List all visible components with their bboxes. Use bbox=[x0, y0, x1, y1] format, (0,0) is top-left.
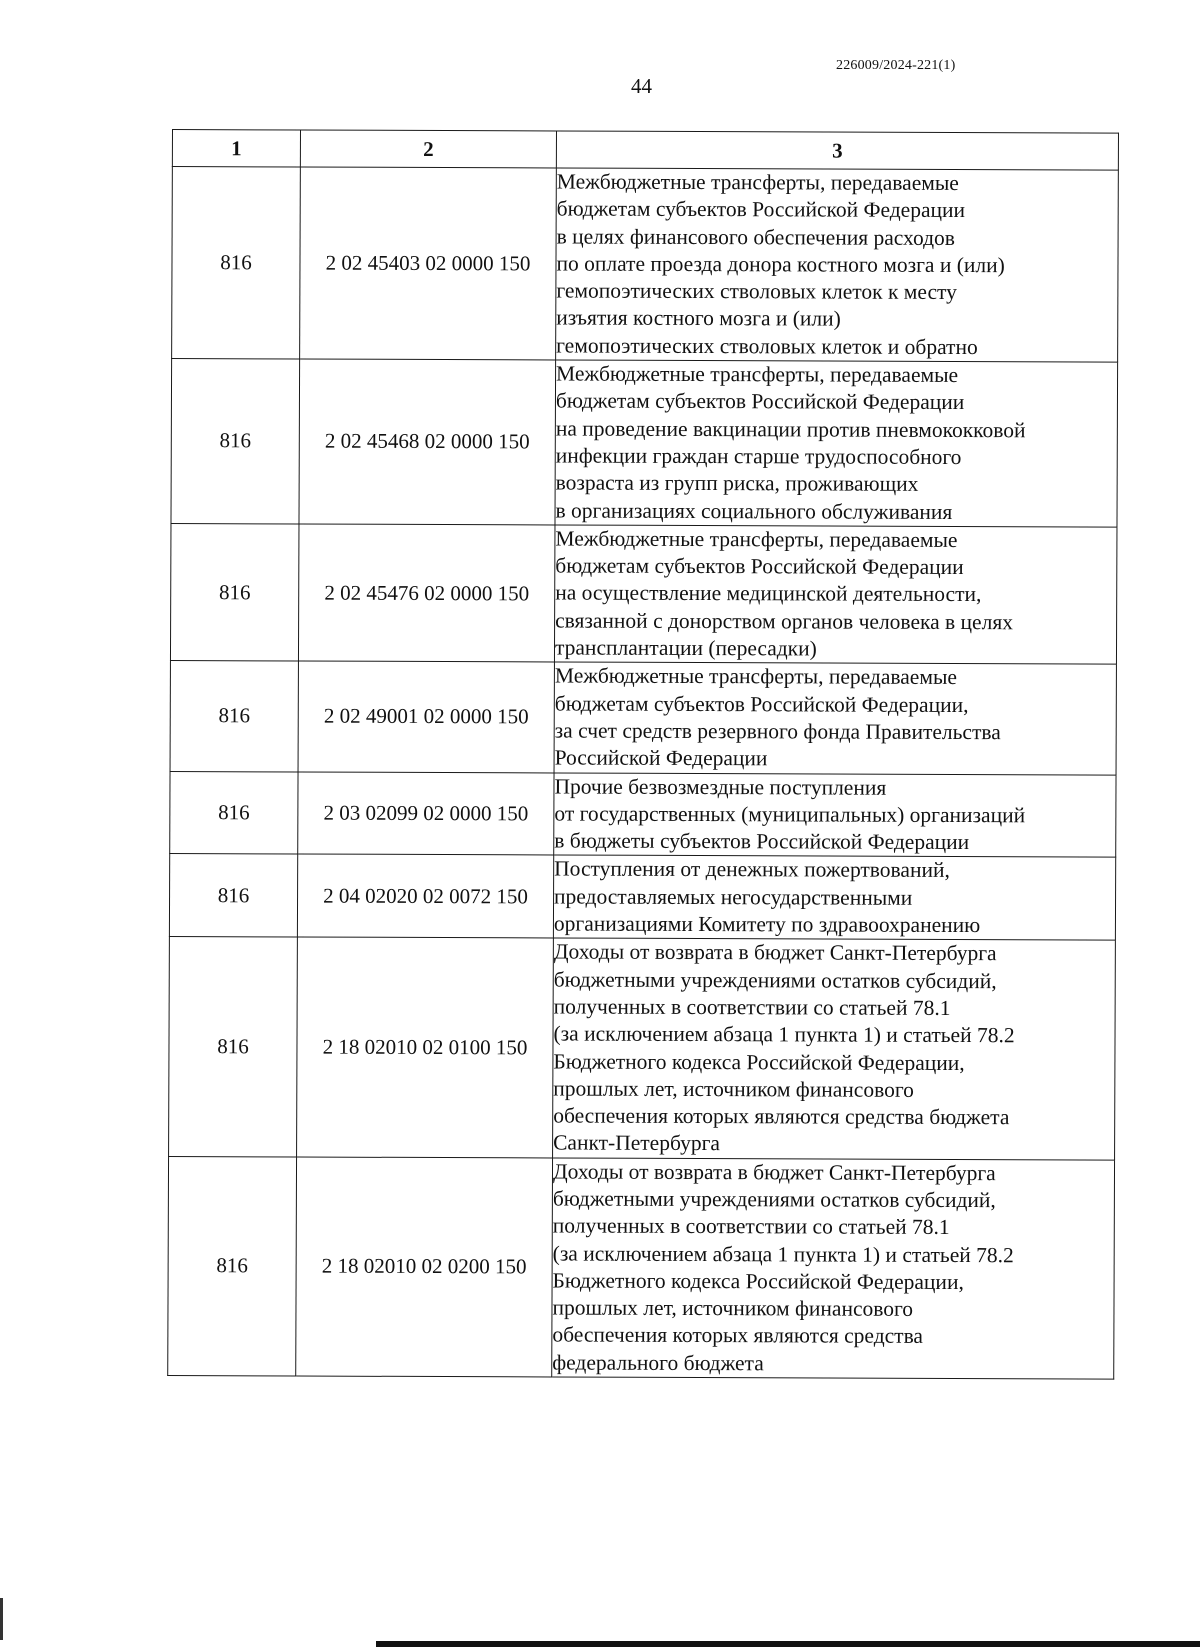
table-row bbox=[170, 771, 1116, 858]
table-row bbox=[170, 661, 1116, 775]
income-code-cell: 2 18 02010 02 0100 150 bbox=[297, 937, 554, 1157]
table-row bbox=[170, 523, 1117, 664]
admin-code-cell: 816 bbox=[170, 771, 298, 854]
income-code-cell: 2 02 45468 02 0000 150 bbox=[299, 359, 556, 525]
income-code-cell: 2 18 02010 02 0200 150 bbox=[296, 1157, 553, 1377]
income-code-cell: 2 04 02020 02 0072 150 bbox=[297, 854, 553, 938]
admin-code-cell: 816 bbox=[171, 359, 300, 524]
description-cell: Межбюджетные трансферты, передаваемые бюджетам субъектов Российской Федерации в целях финансового обеспечения расходов по оплате проезда донора костного мозга и (или) гемопоэтических стволовых клеток к месту изъятия костного мозга и (или) гемопоэтических стволовых клеток и обратно bbox=[556, 168, 1119, 362]
admin-code-cell: 816 bbox=[172, 167, 301, 360]
column-header-1: 1 bbox=[172, 130, 300, 167]
income-code-cell: 2 03 02099 02 0000 150 bbox=[298, 772, 554, 856]
description-cell: Межбюджетные трансферты, передаваемые бюджетам субъектов Российской Федерации на проведение вакцинации против пневмококковой инфекции граждан старше трудоспособного возраста из групп риска, проживающих в организациях социального обслуживания bbox=[555, 360, 1118, 527]
description-cell: Прочие безвозмездные поступления от государственных (муниципальных) организаций в бюджеты субъектов Российской Федерации bbox=[554, 773, 1116, 858]
description-cell: Доходы от возврата в бюджет Санкт-Петербурга бюджетными учреждениями остатков субсидий, полученных в соответствии со статьей 78.1 (за исключением абзаца 1 пункта 1) и статьей 78.2 Бюджетного кодекса Российской Федерации, прошлых лет, источником финансового обеспечения которых являются средства федерального бюджета bbox=[552, 1158, 1115, 1380]
admin-code-cell: 816 bbox=[168, 1156, 297, 1376]
admin-code-cell: 816 bbox=[170, 661, 298, 772]
scan-bottom-edge-line bbox=[376, 1641, 1200, 1647]
description-cell: Поступления от денежных пожертвований, предоставляемых негосударственными организациями Комитету по здравоохранению bbox=[553, 855, 1115, 940]
table-header-row bbox=[172, 130, 1118, 171]
description-cell: Доходы от возврата в бюджет Санкт-Петербурга бюджетными учреждениями остатков субсидий, полученных в соответствии со статьей 78.1 (за исключением абзаца 1 пункта 1) и статьей 78.2 Бюджетного кодекса Российской Федерации, прошлых лет, источником финансового обеспечения которых являются средства бюджета Санкт-Петербурга bbox=[553, 938, 1116, 1160]
income-code-cell: 2 02 49001 02 0000 150 bbox=[298, 661, 554, 772]
table-row bbox=[172, 167, 1119, 363]
income-code-cell: 2 02 45476 02 0000 150 bbox=[298, 524, 555, 662]
admin-code-cell: 816 bbox=[169, 937, 298, 1157]
table-row bbox=[168, 1156, 1115, 1379]
admin-code-cell: 816 bbox=[170, 523, 299, 661]
page-number: 44 bbox=[631, 74, 652, 98]
table-row bbox=[171, 359, 1118, 527]
description-cell: Межбюджетные трансферты, передаваемые бюджетам субъектов Российской Федерации, за счет средств резервного фонда Правительства Российской Федерации bbox=[554, 662, 1116, 774]
income-codes-table bbox=[167, 129, 1119, 1380]
income-code-cell: 2 02 45403 02 0000 150 bbox=[300, 167, 557, 360]
scan-edge-mark bbox=[0, 1598, 3, 1640]
admin-code-cell: 816 bbox=[169, 854, 297, 937]
table-row bbox=[169, 854, 1115, 941]
table-row bbox=[169, 937, 1116, 1160]
column-header-3: 3 bbox=[556, 131, 1118, 170]
description-cell: Межбюджетные трансферты, передаваемые бюджетам субъектов Российской Федерации на осуществление медицинской деятельности, связанной с донорством органов человека в целях трансплантации (пересадки) bbox=[554, 525, 1117, 665]
document-registration-code: 226009/2024-221(1) bbox=[836, 58, 956, 73]
column-header-2: 2 bbox=[300, 130, 556, 168]
